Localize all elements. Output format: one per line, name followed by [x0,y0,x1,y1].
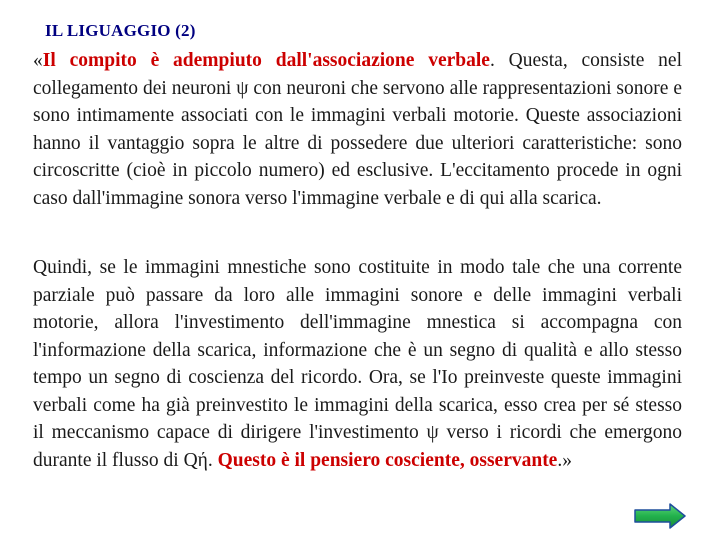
paragraph-2-body: Quindi, se le immagini mnestiche sono costituite in modo tale che una corrente parziale può passare da loro alle immagini sonore e delle immagini verbali motorie, allora l'investimento dell'immagine mnestica si accompagna con l'informazione della scarica, informazione che è un segno di qualità e allo stesso tempo un segno di coscienza del ricordo. Ora, se l'Io preinveste queste immagini verbali come ha già preinvestito le immagini della scarica, esso crea per sé stesso il meccanismo capace di dirigere l'investimento ψ verso i ricordi che emergono durante il flusso di Qή. [33,257,682,471]
paragraph-2 [33,254,682,474]
highlight-pensiero-cosciente: Questo è il pensiero cosciente, osservante [217,449,558,471]
paragraph-1-body: . Questa, consiste nel collegamento dei neuroni ψ con neuroni che servono alle rappresentazioni sonore e sono intimamente associati con le immagini verbali motorie. Queste associazioni hanno il vantaggio sopra le altre di possedere due ulteriori caratteristiche: sono circoscritte (cioè in piccolo numero) ed esclusive. L'eccitamento procede in ogni caso dall'immagine sonora verso l'immagine verbale e di qui alla scarica. [33,50,683,209]
next-slide-button[interactable] [634,503,686,529]
right-arrow-icon[interactable] [634,503,686,529]
highlight-associazione-verbale: Il compito è adempiuto dall'associazione verbale [42,50,490,71]
page-title: IL LIGUAGGIO (2) [45,21,196,40]
paragraph-1 [33,47,682,212]
open-quote: « [33,50,43,71]
close-quote: .» [557,449,572,471]
